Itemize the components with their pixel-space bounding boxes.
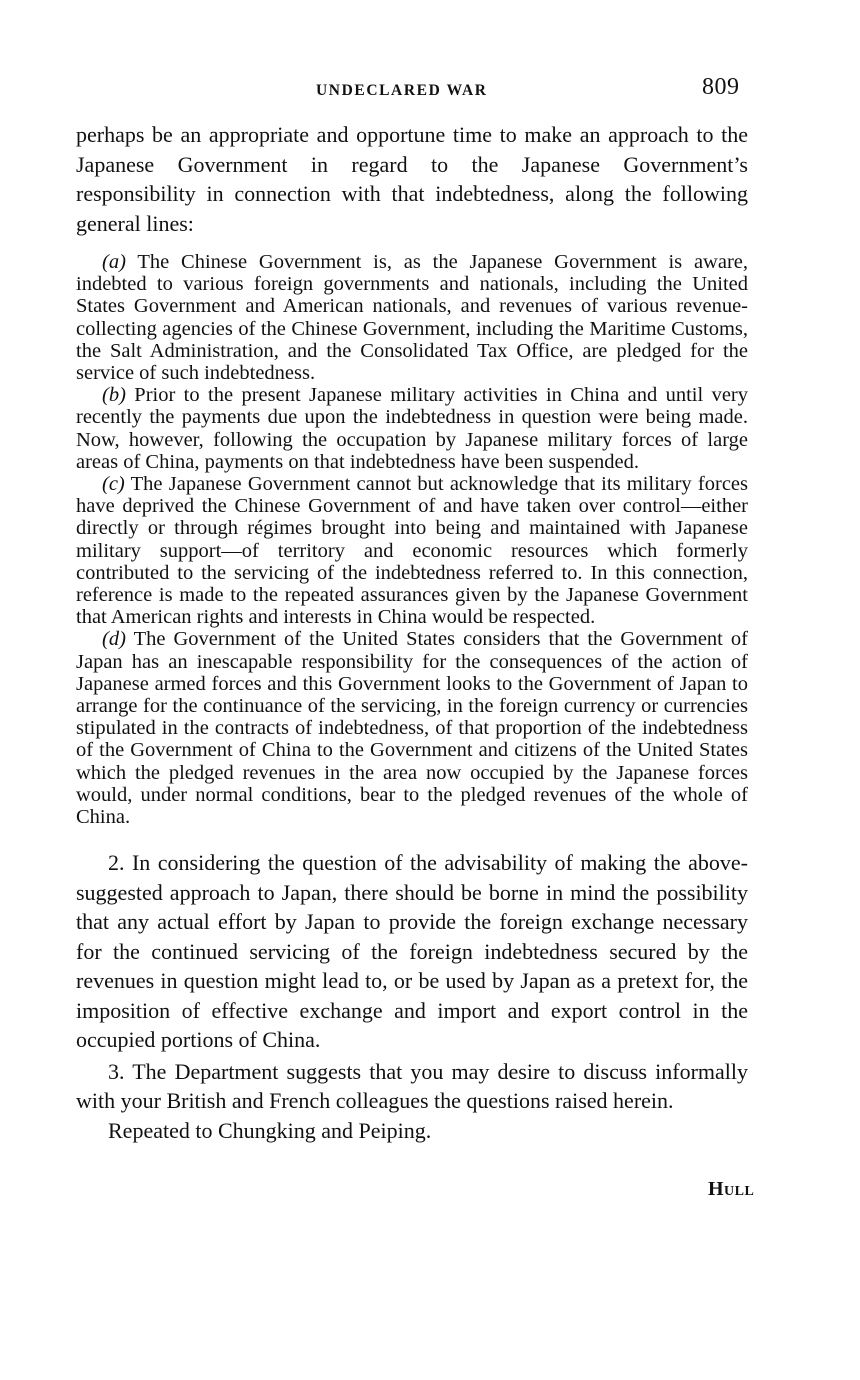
paragraph-3: 3. The Department suggests that you may desire to discuss informally with your British and French colleagues the questions raised herein. xyxy=(76,1058,748,1114)
points-list xyxy=(76,251,748,828)
point-a xyxy=(76,251,748,384)
opening-paragraph: perhaps be an appropriate and opportune time to make an approach to the Japanese Government in regard to the Japanese Government’s responsibility in connection with that indebtedness, along the following general lines: xyxy=(76,122,748,236)
point-text: The Government of the United States considers that the Government of Japan has an inescapable responsibility for the consequences of the action of Japanese armed forces and this Government looks to the Government of Japan to arrange for the continuance of the servicing, in the foreign currency or currencies stipulated in the contracts of indebtedness, of that proportion of the indebtedness of the Government of China to the Government and citizens of the United States which the pledged revenues in the area now occupied by the Japanese forces would, under normal conditions, bear to the pledged revenues of the whole of China. xyxy=(76,628,749,829)
page-number: 809 xyxy=(702,74,740,100)
point-b xyxy=(76,384,748,473)
point-c xyxy=(76,473,748,628)
point-text: The Japanese Government cannot but acknowledge that its military forces have deprived the Chinese Government of and have taken over control—either directly or through régimes brought into being and maintained with Japanese military support—of territory and economic resources which formerly contributed to the servicing of the indebtedness referred to. In this connection, reference is made to the repeated assurances given by the Japanese Government that American rights and interests in China would be respected. xyxy=(76,473,748,629)
point-label: (c) xyxy=(102,473,125,496)
running-title: UNDECLARED WAR xyxy=(316,82,488,99)
point-label: (a) xyxy=(102,251,126,273)
point-d xyxy=(76,628,748,828)
signature: Hull xyxy=(708,1178,755,1200)
point-label: (b) xyxy=(102,384,126,407)
body-text xyxy=(76,120,748,1145)
repeated-line: Repeated to Chungking and Peiping. xyxy=(108,1117,432,1143)
point-text: Prior to the present Japanese military activities in China and until very recently the payments due upon the indebtedness in question were being made. Now, however, following the occupation by Japanese military forces of large areas of China, payments on that indebtedness have been suspended. xyxy=(76,384,749,473)
point-text: The Chinese Government is, as the Japanese Government is aware, indebted to various foreign governments and nationals, including the United States Government and American nationals, and revenues of various revenue-collecting agencies of the Chinese Government, including the Maritime Customs, the Salt Administration, and the Consolidated Tax Office, are pledged for the service of such indebtedness. xyxy=(76,251,748,385)
paragraph-2: 2. In considering the question of the advisability of making the above-suggested approach to Japan, there should be borne in mind the possibility that any actual effort by Japan to provide the foreign exchange necessary for the continued servicing of the foreign indebtedness secured by the revenues in question might lead to, or be used by Japan as a pretext for, the imposition of effective exchange and import and export control in the occupied portions of China. xyxy=(76,850,748,1053)
point-label: (d) xyxy=(102,628,126,651)
